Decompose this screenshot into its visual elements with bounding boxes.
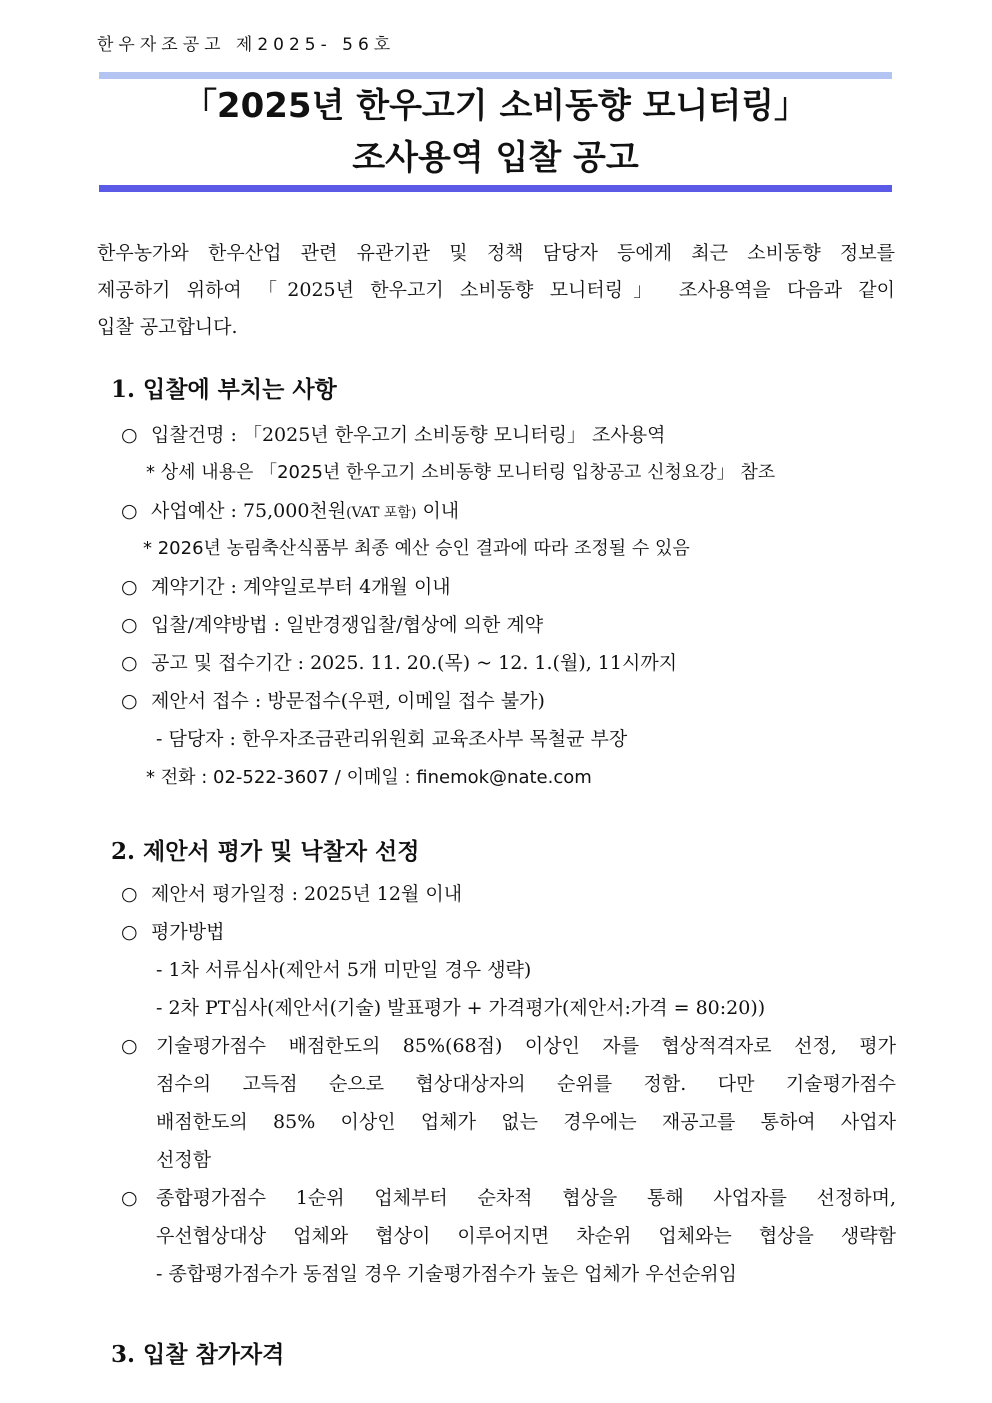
budget-note: * 2026년 농림축산식품부 최종 예산 승인 결과에 따라 조정될 수 있음 [143, 538, 690, 559]
list-item [121, 572, 451, 602]
list-item [121, 879, 462, 909]
bid-name: 입찰건명 : 「2025년 한우고기 소비동향 모니터링」 조사용역 [151, 424, 666, 446]
budget-suffix: 이내 [416, 500, 460, 522]
evaluation-method: 평가방법 [151, 921, 225, 943]
document-title-line1: 「2025년 한우고기 소비동향 모니터링」 [182, 86, 809, 126]
circle-bullet-icon: ○ [121, 1187, 138, 1209]
contract-method: 입찰/계약방법 : 일반경쟁입찰/협상에 의한 계약 [151, 614, 544, 636]
contract-period: 계약기간 : 계약일로부터 4개월 이내 [151, 576, 451, 598]
submission-period: 공고 및 접수기간 : 2025. 11. 20.(목) ~ 12. 1.(월), 11시까지 [151, 652, 678, 674]
bid-name-note: * 상세 내용은 「2025년 한우고기 소비동향 모니터링 입창공고 신청요강」 참조 [146, 462, 776, 483]
circle-bullet-icon: ○ [121, 614, 138, 636]
circle-bullet-icon: ○ [121, 690, 138, 712]
document-title-line2: 조사용역 입찰 공고 [352, 138, 639, 178]
contact-info: * 전화 : 02-522-3607 / 이메일 : finemok@nate.com [146, 767, 592, 788]
tie-break-rule: - 종합평가점수가 동점일 경우 기술평가점수가 높은 업체가 우선순위임 [156, 1263, 737, 1285]
negotiation-line: 우선협상대상 업체와 협상이 이루어지면 차순위 업체와는 협상을 생략함 [156, 1225, 896, 1247]
title-bottom-rule [99, 185, 892, 192]
circle-bullet-icon: ○ [121, 1035, 138, 1057]
title-top-rule [99, 72, 892, 79]
list-item [121, 648, 677, 678]
list-item [121, 1031, 145, 1061]
evaluation-schedule: 제안서 평가일정 : 2025년 12월 이내 [151, 883, 463, 905]
circle-bullet-icon: ○ [121, 576, 138, 598]
qualification-line: 배점한도의 85% 이상인 업체가 없는 경우에는 재공고를 통하여 사업자 [156, 1111, 896, 1133]
section-3-heading: 3. 입찰 참가자격 [111, 1341, 285, 1368]
proposal-submission: 제안서 접수 : 방문접수(우편, 이메일 접수 불가) [151, 690, 545, 712]
evaluation-step-2: - 2차 PT심사(제안서(기술) 발표평가 + 가격평가(제안서:가격 = 80:20)) [156, 997, 766, 1019]
budget-label: 사업예산 : 75,000천원 [151, 500, 347, 522]
intro-line: 한우농가와 한우산업 관련 유관기관 및 정책 담당자 등에게 최근 소비동향 정보를 [97, 242, 895, 264]
circle-bullet-icon: ○ [121, 500, 138, 522]
list-item [121, 917, 224, 947]
qualification-line: 점수의 고득점 순으로 협상대상자의 순위를 정함. 다만 기술평가점수 [156, 1073, 896, 1095]
section-1-heading: 1. 입찰에 부치는 사항 [111, 376, 337, 403]
intro-paragraph [97, 235, 895, 346]
list-item [121, 610, 543, 640]
circle-bullet-icon: ○ [121, 883, 138, 905]
list-item [121, 420, 665, 450]
qualification-line: 선정함 [156, 1149, 212, 1171]
intro-line: 입찰 공고합니다. [97, 316, 238, 338]
negotiation-line: 종합평가점수 1순위 업체부터 순차적 협상을 통해 사업자를 선정하며, [156, 1187, 896, 1209]
list-item [121, 496, 459, 528]
qualification-line: 기술평가점수 배점한도의 85%(68점) 이상인 자를 협상적격자로 선정, 평가 [156, 1035, 896, 1057]
circle-bullet-icon: ○ [121, 921, 138, 943]
evaluation-step-1: - 1차 서류심사(제안서 5개 미만일 경우 생략) [156, 959, 532, 981]
contact-person: - 담당자 : 한우자조금관리위원회 교육조사부 목철균 부장 [156, 728, 628, 750]
list-item [121, 1183, 145, 1213]
circle-bullet-icon: ○ [121, 424, 138, 446]
notice-number: 한우자조공고 제2025- 56호 [97, 35, 396, 55]
section-2-heading: 2. 제안서 평가 및 낙찰자 선정 [111, 838, 420, 865]
budget-vat: (VAT 포함) [346, 505, 417, 521]
circle-bullet-icon: ○ [121, 652, 138, 674]
list-item [121, 686, 545, 716]
intro-line: 제공하기 위하여 「2025년 한우고기 소비동향 모니터링」 조사용역을 다음과 같이 [97, 279, 895, 301]
